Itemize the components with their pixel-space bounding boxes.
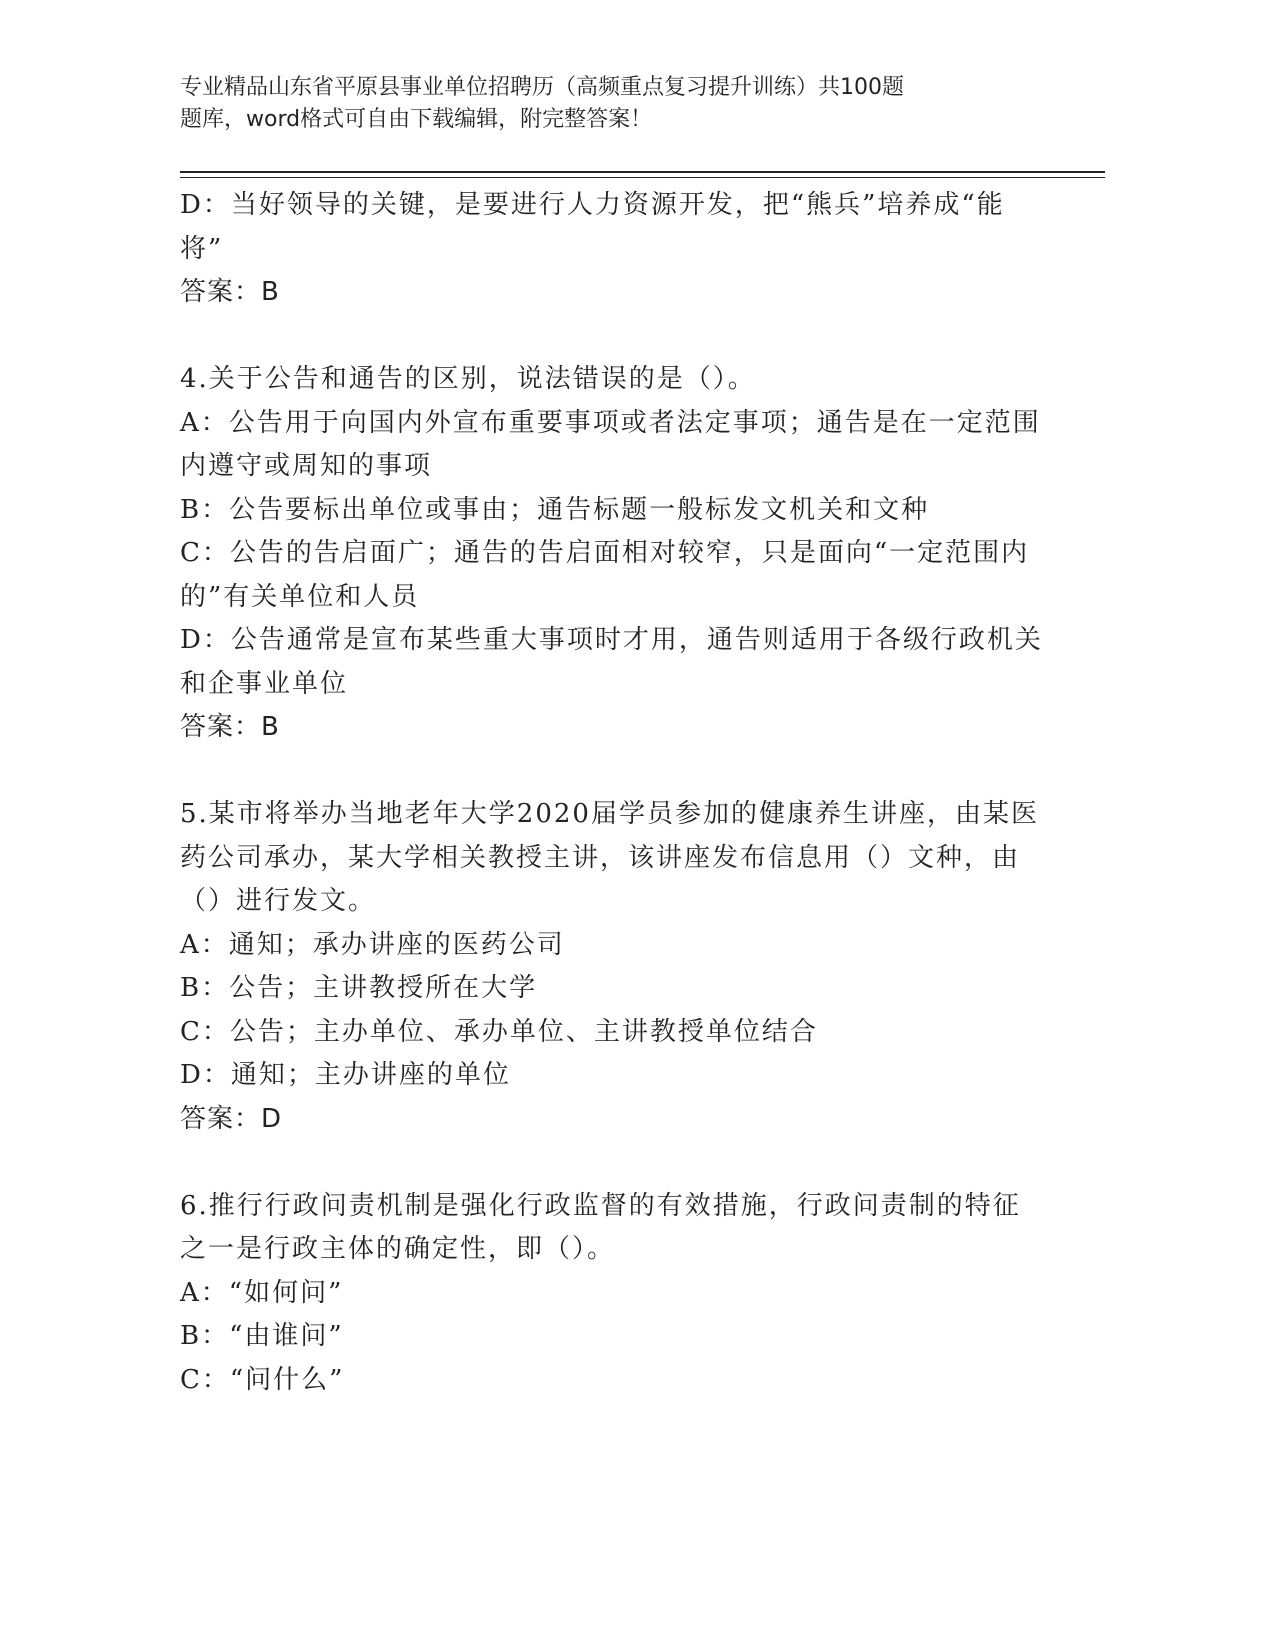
question-list (180, 184, 1043, 1402)
spacer (180, 315, 1040, 359)
option-c-line-2: 的”有关单位和人员 (180, 581, 420, 612)
option-a: A：“如何问” (180, 1277, 344, 1308)
option-a-line-1: A：公告用于向国内外宣布重要事项或者法定事项；通告是在一定范围 (180, 407, 1041, 438)
header-divider-thin (180, 177, 1105, 178)
option-c: C：“问什么” (180, 1364, 345, 1395)
answer-label: 答案：B (180, 277, 280, 307)
spacer (180, 750, 1040, 794)
header-divider-thick (180, 171, 1105, 173)
header-title-line-2: 题库，word格式可自由下载编辑，附完整答案！ (180, 107, 653, 132)
option-d: D：通知；主办讲座的单位 (180, 1060, 511, 1090)
header-title-line-1: 专业精品山东省平原县事业单位招聘历（高频重点复习提升训练）共100题 (180, 75, 904, 100)
option-d-line-1: D：公告通常是宣布某些重大事项时才用，通告则适用于各级行政机关 (180, 625, 1043, 655)
question-5 (180, 793, 1040, 1141)
question-4 (180, 358, 1043, 750)
question-stem-line-3: （）进行发文。 (180, 886, 377, 916)
option-a-line-2: 内遵守或周知的事项 (180, 451, 433, 481)
question-stem-line-2: 之一是行政主体的确定性，即（）。 (180, 1234, 616, 1264)
option-d-line-2: 和企事业单位 (180, 668, 349, 699)
question-6 (180, 1185, 1040, 1403)
question-stem-line-1: 5.某市将举办当地老年大学2020届学员参加的健康养生讲座，由某医 (180, 799, 1039, 829)
option-c: C：公告；主办单位、承办单位、主讲教授单位结合 (180, 1016, 818, 1047)
option-b: B：“由谁问” (180, 1321, 344, 1351)
answer-label: 答案：B (180, 712, 280, 742)
option-d-line-1: D：当好领导的关键，是要进行人力资源开发，把“熊兵”培养成“能 (180, 190, 1005, 220)
option-b: B：公告要标出单位或事由；通告标题一般标发文机关和文种 (180, 494, 930, 525)
question-stem: 4.关于公告和通告的区别，说法错误的是（）。 (180, 364, 756, 394)
question-stem-line-2: 药公司承办，某大学相关教授主讲，该讲座发布信息用（）文种，由 (180, 842, 1021, 873)
option-a: A：通知；承办讲座的医药公司 (180, 929, 565, 960)
question-stem-line-1: 6.推行行政问责机制是强化行政监督的有效措施，行政问责制的特征 (180, 1190, 1021, 1221)
spacer (180, 1141, 1040, 1185)
answer-label: 答案：D (180, 1103, 283, 1134)
question-3-tail (180, 184, 1040, 315)
document-header (180, 72, 1080, 136)
option-c-line-1: C：公告的告启面广；通告的告启面相对较窄，只是面向“一定范围内 (180, 538, 1030, 568)
option-b: B：公告；主讲教授所在大学 (180, 973, 538, 1003)
option-d-line-2: 将” (180, 233, 224, 264)
